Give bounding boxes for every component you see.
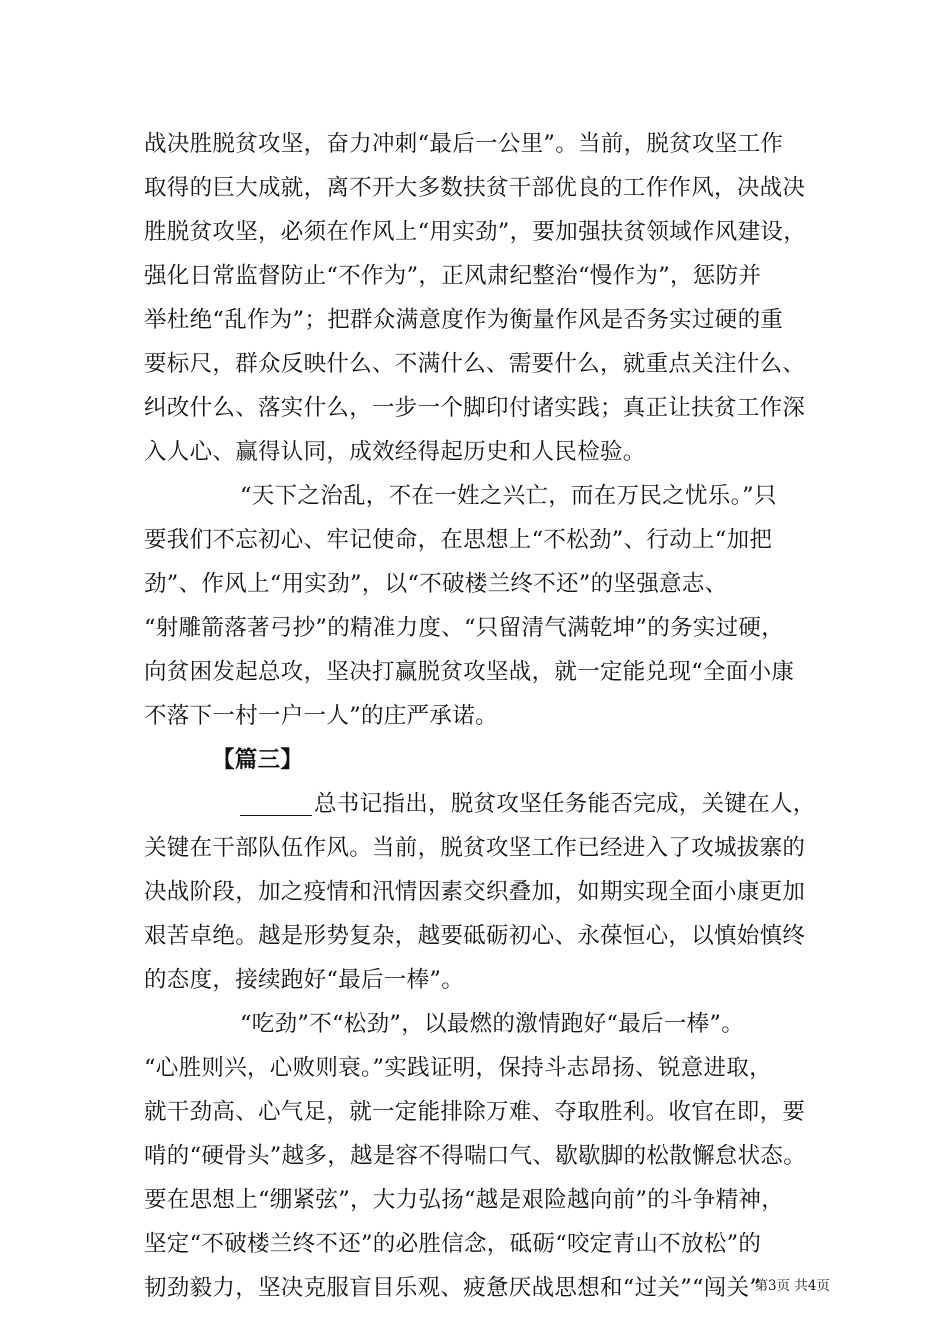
blank-underline [240, 785, 312, 816]
text-line: 向贫困发起总攻，坚决打赢脱贫攻坚战，就一定能兑现“全面小康 [144, 659, 795, 685]
text-line: 啃的“硬骨头”越多，越是容不得喘口气、歇歇脚的松散懈怠状态。 [144, 1143, 807, 1169]
text-line: 入人心、赢得认同，成效经得起历史和人民检验。 [144, 439, 646, 465]
text-line: 纠改什么、落实什么，一步一个脚印付诸实践；真正让扶贫工作深 [144, 395, 806, 421]
text-line: 艰苦卓绝。越是形势复杂，越要砥砺初心、永葆恒心，以慎始慎终 [144, 923, 806, 949]
text-line: 就干劲高、心气足，就一定能排除万难、夺取胜利。收官在即，要 [144, 1099, 806, 1125]
text-line: 决战阶段，加之疫情和汛情因素交织叠加，如期实现全面小康更加 [144, 879, 806, 905]
paragraph-start-line: “吃劲”不“松劲”，以最燃的激情跑好“最后一棒”。 [240, 1011, 745, 1037]
text-line: 要标尺，群众反映什么、不满什么、需要什么，就重点关注什么、 [144, 351, 806, 377]
section-heading: 【篇三】 [212, 747, 304, 773]
text-line: 取得的巨大成就，离不开大多数扶贫干部优良的工作作风，决战决 [144, 175, 806, 201]
text-line: 举杜绝“乱作为”；把群众满意度作为衡量作风是否务实过硬的重 [144, 307, 784, 333]
page-number: 第3页 共4页 [754, 1278, 830, 1294]
text-line: 坚定“不破楼兰终不还”的必胜信念，砥砺“咬定青山不放松”的 [144, 1231, 762, 1257]
text-line-content: 总书记指出，脱贫攻坚任务能否完成，关键在人， [314, 791, 816, 817]
text-line: 关键在干部队伍作风。当前，脱贫攻坚工作已经进入了攻城拔寨的 [144, 835, 806, 861]
text-line: 要在思想上“绷紧弦”，大力弘扬“越是艰险越向前”的斗争精神， [144, 1187, 785, 1213]
text-line: “射雕箭落著弓抄”的精准力度、“只留清气满乾坤”的务实过硬， [144, 615, 785, 641]
text-line: 战决胜脱贫攻坚，奋力冲刺“最后一公里”。当前，脱贫攻坚工作 [144, 131, 784, 157]
text-line: 不落下一村一户一人”的庄严承诺。 [144, 703, 498, 729]
text-line: “心胜则兴，心败则衰。”实践证明，保持斗志昂扬、锐意进取， [144, 1055, 772, 1081]
text-line: 强化日常监督防止“不作为”，正风肃纪整治“慢作为”，惩防并 [144, 263, 762, 289]
text-line: 劲”、作风上“用实劲”，以“不破楼兰终不还”的坚强意志、 [144, 571, 728, 597]
text-line: 要我们不忘初心、牢记使命，在思想上“不松劲”、行动上“加把 [144, 527, 773, 553]
text-line: 韧劲毅力，坚决克服盲目乐观、疲惫厌战思想和“过关”“闯关” [144, 1275, 762, 1301]
text-line: 的态度，接续跑好“最后一棒”。 [144, 967, 465, 993]
paragraph-start-line: “天下之治乱，不在一姓之兴亡，而在万民之忧乐。”只 [240, 483, 777, 509]
text-line: 胜脱贫攻坚，必须在作风上“用实劲”，要加强扶贫领域作风建设， [144, 219, 807, 245]
paragraph-start-line [240, 782, 824, 826]
